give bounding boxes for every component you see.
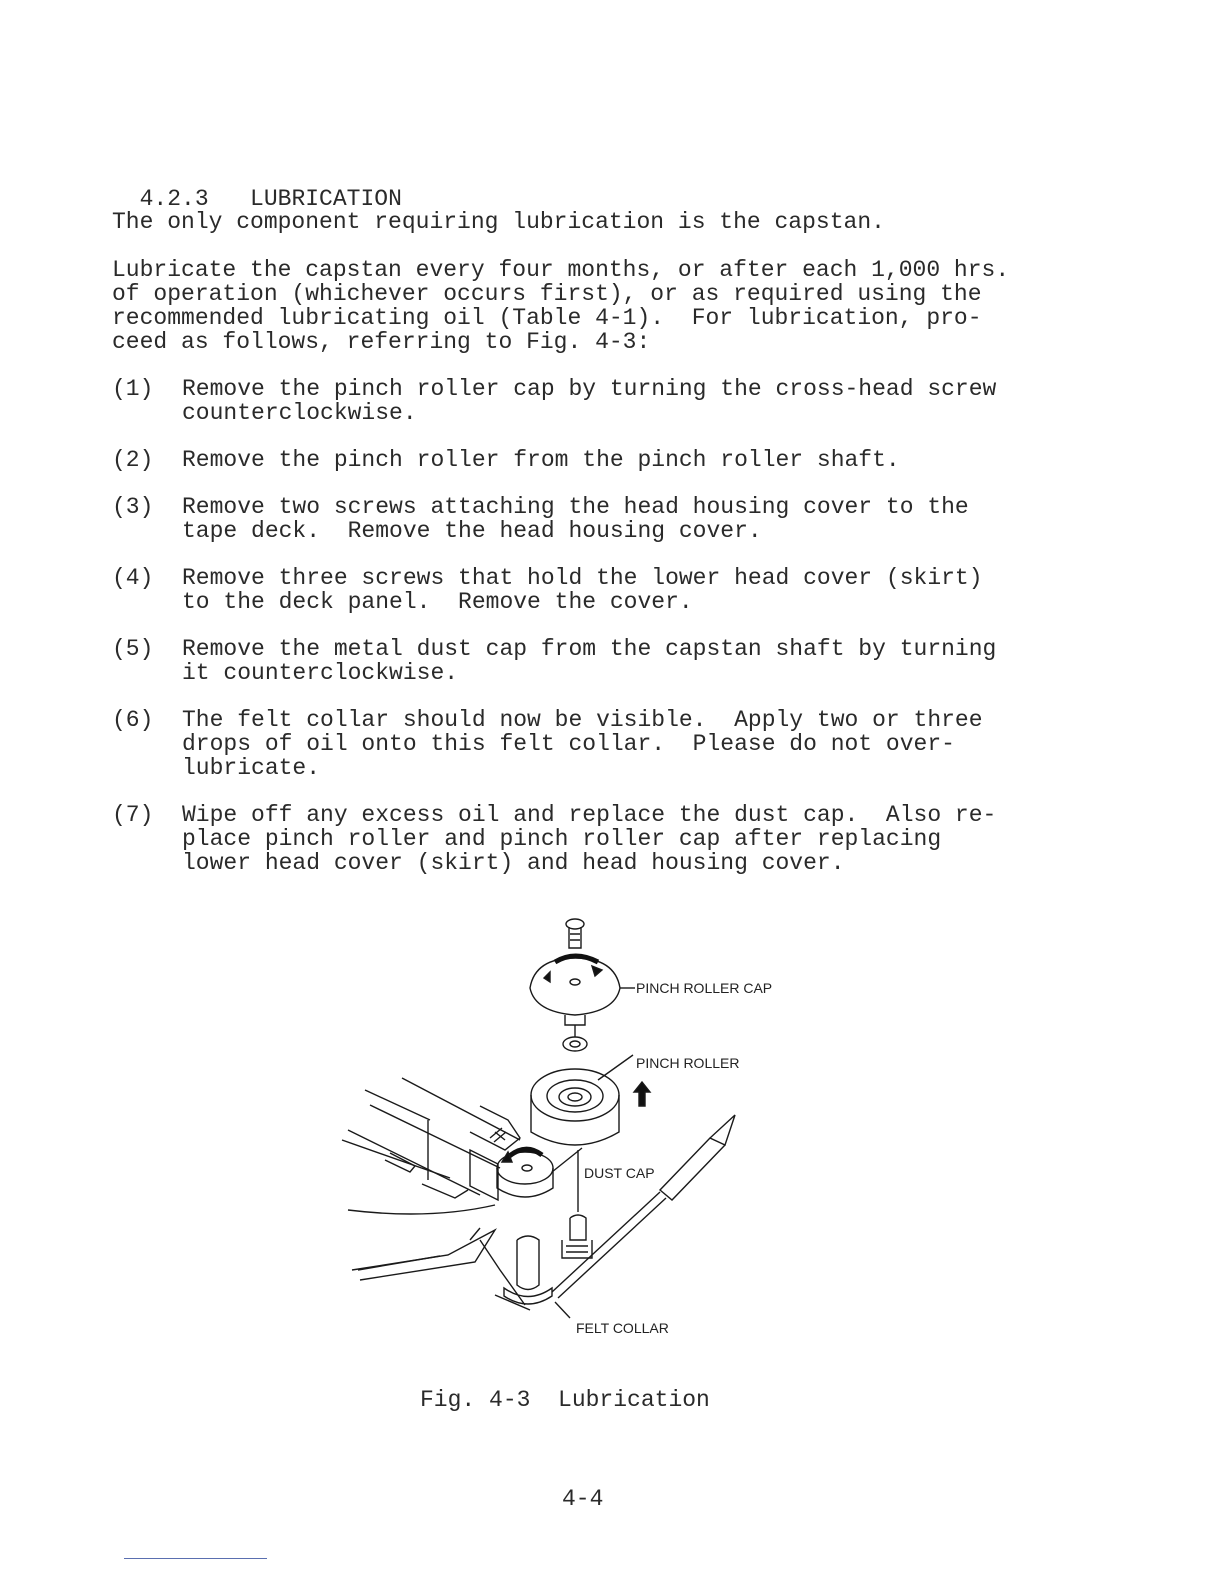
step-line: lubricate. [182, 755, 321, 781]
step-line: lower head cover (skirt) and head housing cover. [182, 850, 845, 876]
step-number: (5) [112, 636, 154, 662]
washer-drawing [563, 1025, 587, 1051]
lubrication-figure [330, 910, 810, 1350]
dust-cap-drawing [497, 1148, 582, 1197]
step-line: Remove three screws that hold the lower head cover (skirt) [182, 565, 983, 591]
step-line: The felt collar should now be visible. Apply two or three [182, 707, 983, 733]
step-line: Remove the pinch roller from the pinch roller shaft. [182, 447, 900, 473]
section-title: LUBRICATION [250, 186, 402, 212]
capstan-drawing [504, 1215, 592, 1304]
step-number: (6) [112, 707, 154, 733]
step-line: Remove the pinch roller cap by turning the cross-head screw [182, 376, 997, 402]
paragraph-line: of operation (whichever occurs first), or as required using the [112, 281, 982, 307]
step-line: place pinch roller and pinch roller cap after replacing [182, 826, 942, 852]
cross-head-screw [566, 919, 584, 948]
label-dust-cap: DUST CAP [584, 1165, 655, 1181]
pinch-roller-cap-drawing [530, 956, 635, 1025]
paragraph-line: Lubricate the capstan every four months, or after each 1,000 hrs. [112, 257, 1010, 283]
step-line: Remove the metal dust cap from the capstan shaft by turning [182, 636, 997, 662]
section-heading [112, 163, 402, 211]
step-line: Remove two screws attaching the head housing cover to the [182, 494, 969, 520]
figure-caption: Fig. 4-3 Lubrication [420, 1387, 710, 1413]
step-line: to the deck panel. Remove the cover. [182, 589, 693, 615]
label-pinch-roller-cap: PINCH ROLLER CAP [636, 980, 773, 996]
step-number: (4) [112, 565, 154, 591]
pinch-roller-drawing [531, 1055, 650, 1145]
felt-collar-leader [555, 1302, 570, 1318]
step-number: (3) [112, 494, 154, 520]
screwdriver-drawing [552, 1115, 735, 1298]
step-line: counterclockwise. [182, 400, 417, 426]
step-line: it counterclockwise. [182, 660, 459, 686]
step-number: (2) [112, 447, 154, 473]
bottom-rule [124, 1558, 267, 1559]
step-line: tape deck. Remove the head housing cover. [182, 518, 762, 544]
label-felt-collar: FELT COLLAR [576, 1320, 669, 1336]
step-line: drops of oil onto this felt collar. Please do not over- [182, 731, 955, 757]
tape-deck-drawing [342, 1078, 530, 1310]
step-line: Wipe off any excess oil and replace the dust cap. Also re- [182, 802, 997, 828]
label-pinch-roller: PINCH ROLLER [636, 1055, 740, 1071]
section-number: 4.2.3 [139, 186, 209, 212]
page-number: 4-4 [562, 1486, 604, 1512]
step-number: (7) [112, 802, 154, 828]
paragraph-line: recommended lubricating oil (Table 4-1). For lubrication, pro- [112, 305, 982, 331]
paragraph-line: ceed as follows, referring to Fig. 4-3: [112, 329, 651, 355]
step-number: (1) [112, 376, 154, 402]
intro-text: The only component requiring lubrication is the capstan. [112, 209, 885, 235]
